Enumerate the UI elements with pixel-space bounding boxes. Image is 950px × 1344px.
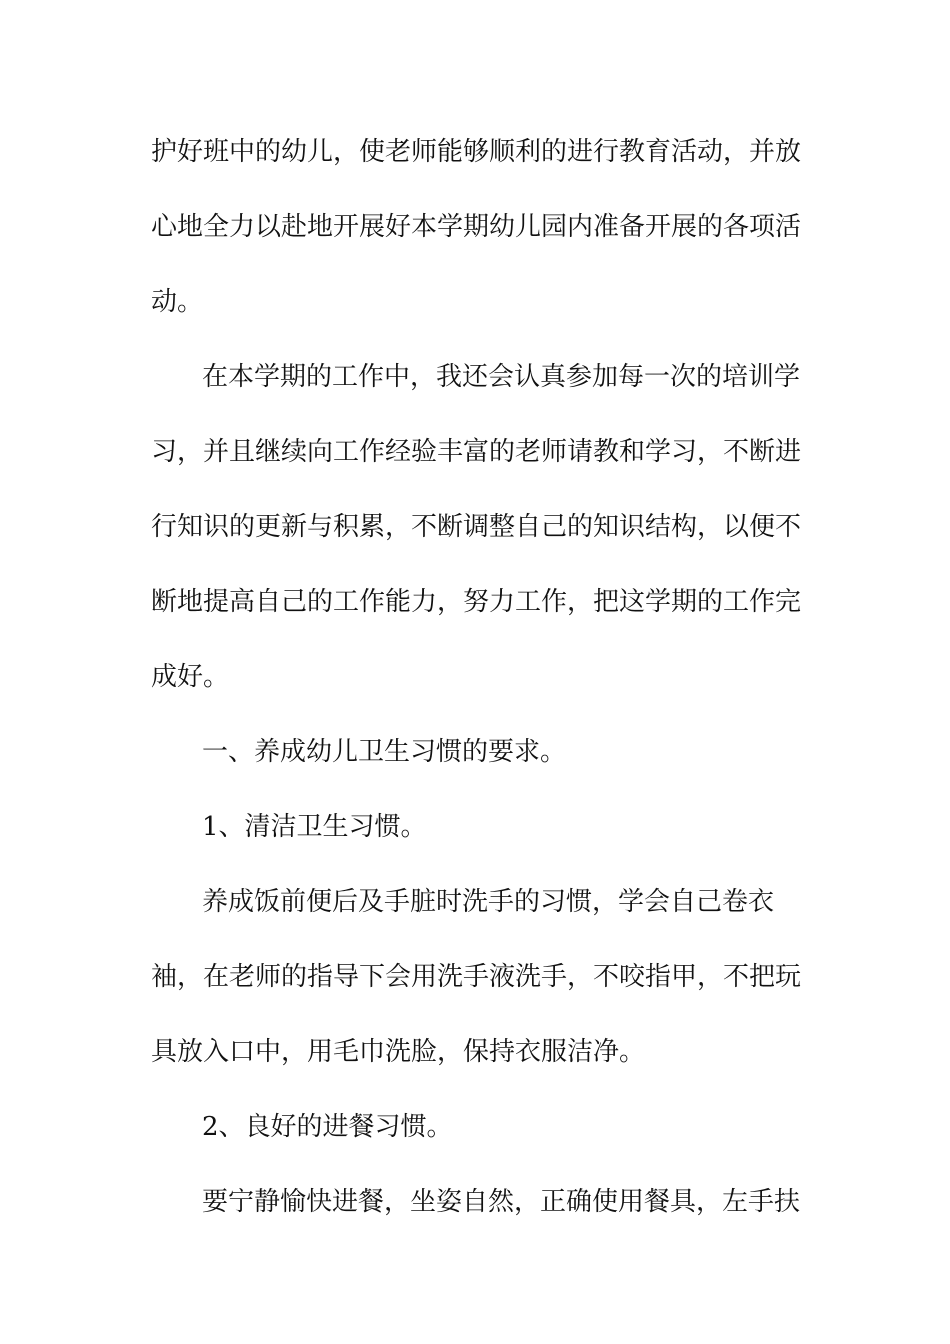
text-line: 成好。: [151, 662, 230, 692]
subsection-heading: 2、良好的进餐习惯。: [202, 1112, 453, 1142]
text-line: 习，并且继续向工作经验丰富的老师请教和学习，不断进: [151, 437, 802, 467]
text-line: 护好班中的幼儿，使老师能够顺利的进行教育活动，并放: [151, 137, 802, 167]
text-line: 动。: [151, 287, 204, 317]
text-line: 行知识的更新与积累，不断调整自己的知识结构，以便不: [151, 512, 802, 542]
paragraph-start-line: 在本学期的工作中，我还会认真参加每一次的培训学: [202, 362, 801, 392]
paragraph-start-line: 要宁静愉快进餐，坐姿自然，正确使用餐具，左手扶: [202, 1187, 801, 1217]
text-line: 具放入口中，用毛巾洗脸，保持衣服洁净。: [151, 1037, 646, 1067]
text-line: 断地提高自己的工作能力，努力工作，把这学期的工作完: [151, 587, 802, 617]
subsection-heading: 1、清洁卫生习惯。: [202, 812, 427, 842]
text-line: 袖，在老师的指导下会用洗手液洗手，不咬指甲，不把玩: [151, 962, 802, 992]
section-heading: 一、养成幼儿卫生习惯的要求。: [202, 737, 567, 767]
paragraph-start-line: 养成饭前便后及手脏时洗手的习惯，学会自己卷衣: [202, 887, 775, 917]
text-line: 心地全力以赴地开展好本学期幼儿园内准备开展的各项活: [151, 212, 802, 242]
